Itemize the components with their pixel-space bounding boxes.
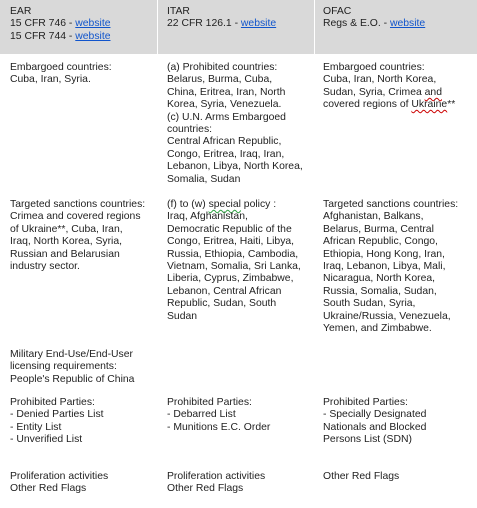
ear-746-website-link[interactable]: website	[75, 18, 111, 30]
ear-military-line: People's Republic of China	[10, 373, 135, 385]
ear-military-line: licensing requirements:	[10, 361, 117, 373]
itar-special-policy-heading: (f) to (w) special policy :	[167, 199, 277, 210]
itar-embargoed-line: China, Eritrea, Iran, North	[167, 86, 286, 98]
ofac-embargoed-heading: Embargoed countries:	[323, 62, 425, 73]
ear-targeted-line: of Ukraine**, Cuba, Iran,	[10, 223, 123, 235]
itar-targeted-line: Lebanon, Central African	[167, 285, 282, 297]
itar-targeted-line: Sudan	[167, 310, 198, 322]
ofac-other-cell	[323, 471, 473, 483]
spellcheck-mark: special	[208, 199, 241, 210]
ofac-prohibited-item: Nationals and Blocked	[323, 421, 427, 433]
ofac-regs: Regs & E.O. - website	[323, 18, 426, 30]
ofac-prohibited-item: Persons List (SDN)	[323, 434, 412, 446]
itar-embargoed-line: Korea, Syria, Venezuela.	[167, 99, 282, 111]
ofac-targeted-line: Russia, Somalia, Sudan,	[323, 285, 437, 297]
ear-targeted-heading: Targeted sanctions countries:	[10, 199, 146, 210]
itar-other-cell	[167, 471, 310, 496]
ear-cfr-744: 15 CFR 744 - website	[10, 30, 111, 42]
ear-header	[0, 0, 157, 54]
itar-column	[157, 0, 314, 495]
ofac-prohibited-item: - Specially Designated	[323, 409, 427, 421]
ofac-targeted-line: African Republic, Congo,	[323, 236, 438, 248]
itar-prohibited-cell	[167, 397, 310, 434]
ear-other-line: Proliferation activities	[10, 471, 109, 482]
ear-other-cell	[10, 471, 153, 496]
itar-targeted-line: Democratic Republic of the	[167, 223, 292, 235]
ofac-targeted-line: Ethiopia, Hong Kong, Iran,	[323, 248, 445, 260]
itar-targeted-line: Republic, Sudan, South	[167, 298, 277, 310]
itar-embargoed-line: countries:	[167, 124, 213, 136]
ear-other-line: Other Red Flags	[10, 483, 87, 495]
ofac-other-line: Other Red Flags	[323, 471, 400, 482]
ofac-targeted-line: Yemen, and Zimbabwe.	[323, 323, 432, 335]
header-divider	[157, 0, 158, 54]
ear-prohibited-item: - Unverified List	[10, 434, 83, 446]
ofac-embargoed-cell	[323, 62, 473, 112]
itar-embargoed-line: Lebanon, Libya, North Korea,	[167, 161, 303, 173]
spellcheck-mark: Ukraine	[411, 99, 448, 111]
ear-targeted-line: Crimea and covered regions	[10, 211, 141, 223]
ofac-title: OFAC	[323, 6, 352, 17]
itar-cfr: 22 CFR 126.1 - website	[167, 18, 277, 30]
ear-targeted-cell	[10, 199, 153, 273]
itar-title: ITAR	[167, 6, 190, 17]
ofac-embargoed-line: covered regions of Ukraine**	[323, 99, 456, 111]
itar-targeted-line: Congo, Eritrea, Haiti, Libya,	[167, 236, 295, 248]
itar-targeted-line: Liberia, Cyprus, Zimbabwe,	[167, 273, 294, 285]
itar-targeted-line: Russia, Ethiopia, Cambodia,	[167, 248, 299, 260]
itar-targeted-line: Iraq, Afghanistan,	[167, 211, 248, 223]
ear-prohibited-cell	[10, 397, 153, 447]
ofac-targeted-line: Nicaragua, North Korea,	[323, 273, 436, 285]
ear-embargoed-list: Cuba, Iran, Syria.	[10, 74, 91, 86]
ear-column	[0, 0, 157, 495]
ear-targeted-line: Iraq, North Korea, Syria,	[10, 236, 123, 248]
ear-prohibited-item: - Entity List	[10, 421, 62, 433]
itar-targeted-line: Vietnam, Somalia, Sri Lanka,	[167, 261, 301, 273]
itar-header	[157, 0, 314, 54]
ofac-prohibited-heading: Prohibited Parties:	[323, 397, 408, 408]
ear-prohibited-heading: Prohibited Parties:	[10, 397, 95, 408]
itar-prohibited-item: - Debarred List	[167, 409, 236, 421]
spellcheck-mark: and	[424, 86, 442, 98]
ear-embargoed-heading: Embargoed countries:	[10, 62, 112, 73]
ofac-targeted-line: Ukraine/Russia, Venezuela,	[323, 310, 451, 322]
ear-cfr-746: 15 CFR 746 - website	[10, 18, 111, 30]
ear-targeted-line: industry sector.	[10, 261, 80, 273]
itar-prohibited-heading: Prohibited Parties:	[167, 397, 252, 408]
ofac-targeted-cell	[323, 199, 473, 335]
ofac-targeted-line: Iraq, Lebanon, Libya, Mali,	[323, 261, 446, 273]
header-divider	[314, 0, 315, 54]
ear-embargoed-cell	[10, 62, 153, 87]
itar-special-policy-cell	[167, 199, 310, 323]
ofac-targeted-heading: Targeted sanctions countries:	[323, 199, 459, 210]
ear-targeted-line: Russian and Belarusian	[10, 248, 120, 260]
ofac-header	[314, 0, 477, 54]
itar-embargoed-line: (a) Prohibited countries:	[167, 62, 278, 73]
ear-military-cell	[10, 349, 153, 386]
ofac-prohibited-cell	[323, 397, 473, 447]
ofac-targeted-line: Belarus, Burma, Central	[323, 223, 434, 235]
ofac-column	[314, 0, 477, 482]
itar-prohibited-item: - Munitions E.C. Order	[167, 421, 271, 433]
ear-title: EAR	[10, 6, 32, 17]
ofac-embargoed-line: Cuba, Iran, North Korea,	[323, 74, 437, 86]
ofac-embargoed-line: Sudan, Syria, Crimea and	[323, 86, 442, 98]
itar-embargoed-line: Congo, Eritrea, Iraq, Iran,	[167, 148, 285, 160]
itar-website-link[interactable]: website	[240, 18, 277, 30]
itar-embargoed-line: Central African Republic,	[167, 136, 282, 148]
itar-embargoed-line: (c) U.N. Arms Embargoed	[167, 111, 286, 123]
itar-other-line: Other Red Flags	[167, 483, 244, 495]
ofac-targeted-line: Afghanistan, Balkans,	[323, 211, 424, 223]
itar-other-line: Proliferation activities	[167, 471, 266, 482]
ofac-targeted-line: South Sudan, Syria,	[323, 298, 416, 310]
itar-prohibited-countries-cell	[167, 62, 310, 186]
ear-prohibited-item: - Denied Parties List	[10, 409, 104, 421]
ear-military-heading: Military End-Use/End-User	[10, 349, 133, 360]
itar-embargoed-line: Somalia, Sudan	[167, 173, 241, 185]
ofac-website-link[interactable]: website	[389, 18, 426, 30]
itar-embargoed-line: Belarus, Burma, Cuba,	[167, 74, 273, 86]
ear-744-website-link[interactable]: website	[75, 30, 111, 42]
